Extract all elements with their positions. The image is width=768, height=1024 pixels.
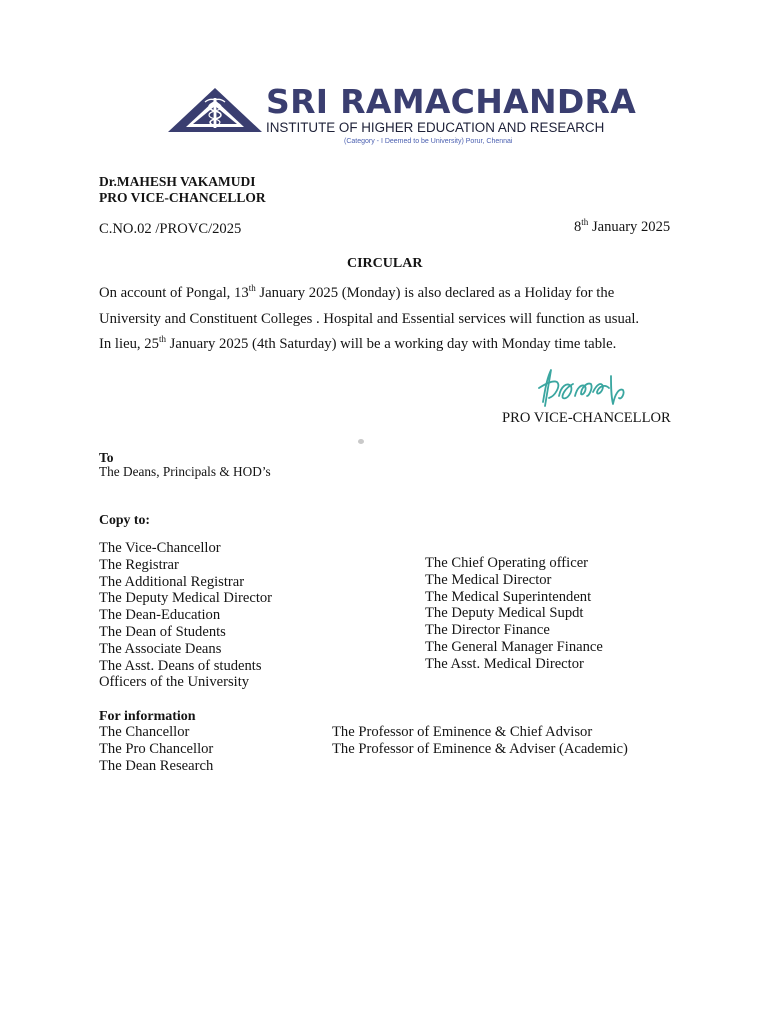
list-item: The Medical Superintendent (425, 588, 592, 605)
list-item: The Asst. Deans of students (99, 657, 262, 674)
for-information-label: For information (99, 709, 196, 724)
list-item: The Dean Research (99, 757, 214, 774)
copy-to-left-list (99, 540, 272, 691)
body-line-2: University and Constituent Colleges . Hospital and Essential services will function as usual. (99, 311, 640, 327)
for-information-right-list (332, 724, 628, 758)
for-information-left-list (99, 724, 213, 774)
list-item: The Vice-Chancellor (99, 540, 221, 556)
institution-name: SRI RAMACHANDRA (266, 82, 637, 121)
body-line-3: In lieu, 25th January 2025 (4th Saturday) will be a working day with Monday time table. (99, 334, 617, 352)
list-item: The Pro Chancellor (99, 740, 214, 757)
body-line-1: On account of Pongal, 13th January 2025 (Monday) is also declared as a Holiday for the (99, 283, 615, 301)
scan-artifact (358, 439, 364, 444)
signature-designation: PRO VICE-CHANCELLOR (502, 410, 671, 426)
list-item: The Associate Deans (99, 640, 222, 657)
list-item: The Chancellor (99, 724, 190, 740)
copy-to-right-list (425, 555, 603, 673)
list-item: The Dean of Students (99, 623, 226, 640)
list-item: The Chief Operating officer (425, 555, 589, 571)
circular-date: 8th January 2025 (574, 217, 671, 235)
list-item: The Deputy Medical Director (99, 590, 273, 607)
list-item: The Dean-Education (99, 607, 221, 624)
list-item: The Additional Registrar (99, 573, 245, 590)
list-item: The General Manager Finance (425, 638, 603, 655)
list-item: The Medical Director (425, 571, 552, 588)
list-item: The Professor of Eminence & Chief Advisor (332, 724, 593, 740)
to-recipients: The Deans, Principals & HOD’s (99, 464, 271, 479)
list-item: The Asst. Medical Director (425, 655, 584, 672)
institution-subtitle: INSTITUTE OF HIGHER EDUCATION AND RESEARCH (266, 120, 605, 135)
caduceus-triangle-logo-icon (166, 86, 264, 134)
copy-to-label: Copy to: (99, 512, 150, 527)
sender-designation: PRO VICE-CHANCELLOR (99, 190, 266, 205)
sender-name: Dr.MAHESH VAKAMUDI (99, 174, 256, 189)
list-item: The Professor of Eminence & Adviser (Academic) (332, 740, 628, 757)
circular-number: C.NO.02 /PROVC/2025 (99, 221, 242, 237)
to-label: To (99, 450, 114, 465)
list-item: The Registrar (99, 556, 179, 573)
list-item: The Director Finance (425, 622, 550, 639)
institution-category-line: (Category - I Deemed to be University) Porur, Chennai (344, 138, 513, 145)
handwritten-signature-icon (535, 366, 631, 410)
circular-title: CIRCULAR (347, 256, 423, 271)
list-item: Officers of the University (99, 674, 250, 691)
list-item: The Deputy Medical Supdt (425, 605, 584, 622)
